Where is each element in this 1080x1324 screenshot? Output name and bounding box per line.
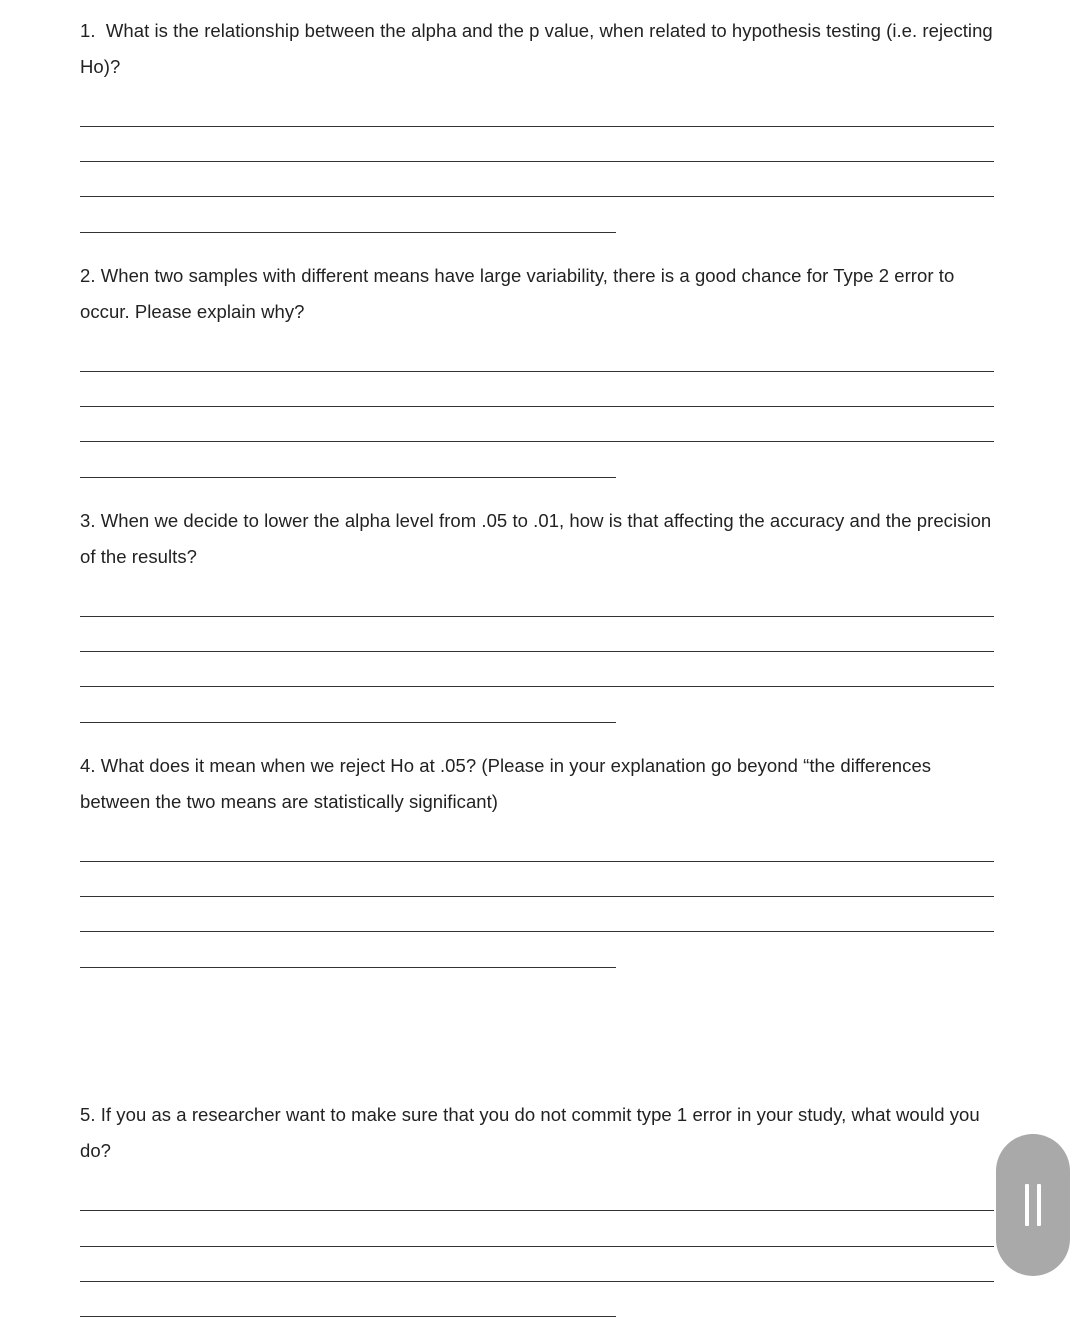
answer-line[interactable]	[80, 1210, 994, 1211]
question-3-prompt: When we decide to lower the alpha level from .05 to .01, how is that affecting the accuracy and the precision of the results?	[80, 510, 992, 567]
answer-line[interactable]	[80, 896, 994, 897]
question-2-prompt: When two samples with different means have large variability, there is a good chance for Type 2 error to occur. Please explain why?	[80, 265, 955, 322]
grip-icon	[1025, 1184, 1029, 1226]
answer-line[interactable]	[80, 232, 616, 233]
question-1-prompt: What is the relationship between the alpha and the p value, when related to hypothesis testing (i.e. rejecting Ho)?	[80, 20, 993, 77]
answer-line[interactable]	[80, 686, 994, 687]
question-2-text	[80, 258, 1000, 330]
question-5-text	[80, 1097, 1000, 1169]
answer-line[interactable]	[80, 967, 616, 968]
answer-line[interactable]	[80, 651, 994, 652]
question-3-number: 3.	[80, 510, 96, 531]
question-4-text	[80, 748, 1000, 820]
answer-line[interactable]	[80, 722, 616, 723]
answer-line[interactable]	[80, 477, 616, 478]
question-3-text	[80, 503, 1000, 575]
question-4	[80, 748, 1000, 820]
question-4-prompt: What does it mean when we reject Ho at .05? (Please in your explanation go beyond “the differences between the two means are statistically significant)	[80, 755, 932, 812]
question-5-prompt: If you as a researcher want to make sure that you do not commit type 1 error in your study, what would you do?	[80, 1104, 980, 1161]
answer-line[interactable]	[80, 126, 994, 127]
answer-line[interactable]	[80, 1281, 994, 1282]
answer-line[interactable]	[80, 161, 994, 162]
question-2-number: 2.	[80, 265, 96, 286]
answer-line[interactable]	[80, 441, 994, 442]
question-4-number: 4.	[80, 755, 96, 776]
grip-icon	[1037, 1184, 1041, 1226]
question-2	[80, 258, 1000, 330]
answer-line[interactable]	[80, 1316, 616, 1317]
answer-line[interactable]	[80, 406, 994, 407]
question-5-number: 5.	[80, 1104, 96, 1125]
question-1-number: 1.	[80, 20, 96, 41]
answer-line[interactable]	[80, 861, 994, 862]
answer-line[interactable]	[80, 616, 994, 617]
question-3	[80, 503, 1000, 575]
answer-line[interactable]	[80, 1246, 994, 1247]
scroll-handle[interactable]	[996, 1134, 1070, 1276]
question-1	[80, 13, 1000, 85]
question-5	[80, 1097, 1000, 1169]
answer-line[interactable]	[80, 371, 994, 372]
answer-line[interactable]	[80, 196, 994, 197]
answer-line[interactable]	[80, 931, 994, 932]
question-1-text	[80, 13, 1000, 85]
